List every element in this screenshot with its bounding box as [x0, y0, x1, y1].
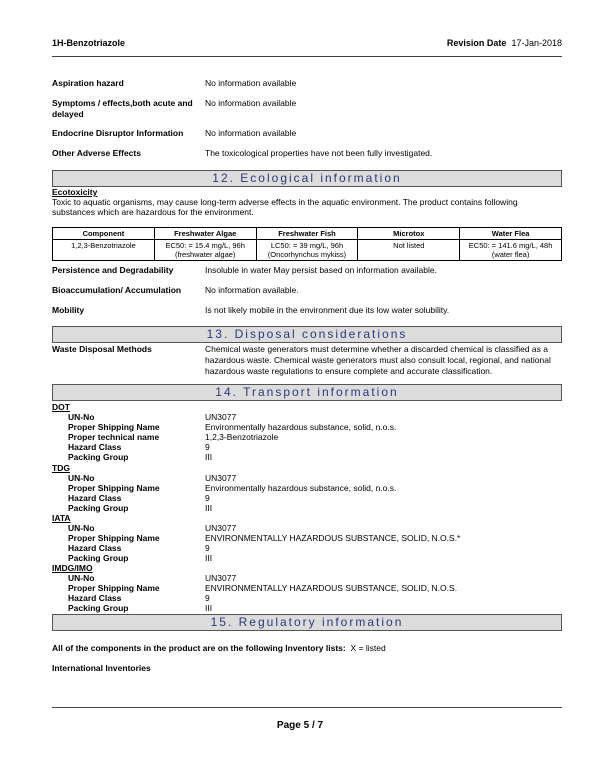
intl-inventories: International Inventories — [52, 663, 151, 673]
col-algae: Freshwater Algae — [154, 228, 256, 240]
persistence-row: Persistence and Degradability Insoluble in water May persist based on information available. — [52, 265, 437, 275]
imdg-heading: IMDG/IMO — [52, 563, 93, 573]
page-header — [52, 38, 562, 48]
header-divider — [52, 56, 562, 57]
bioaccumulation-row: Bioaccumulation/ Accumulation No information available. — [52, 285, 299, 295]
tdg-heading: TDG — [52, 463, 70, 473]
iata-heading: IATA — [52, 513, 71, 523]
col-fish: Freshwater Fish — [256, 228, 358, 240]
col-flea: Water Flea — [460, 228, 562, 240]
waste-disposal-row: Waste Disposal Methods Chemical waste generators must determine whether a discarded chemical is classified as a hazardous waste. Chemical waste generators must also consult local, regional, and national hazardous waste regulations to ensure complete and accurate classification. — [52, 344, 551, 376]
mobility-row: Mobility Is not likely mobile in the environment due its low water solubility. — [52, 305, 450, 315]
aspiration-row: Aspiration hazard No information available — [52, 78, 297, 88]
symptoms-row: Symptoms / effects,both acute and delayed No information available — [52, 98, 297, 119]
endocrine-row: Endocrine Disruptor Information No information available — [52, 128, 297, 138]
page-number: Page 5 / 7 — [276, 720, 324, 731]
inventory-line: All of the components in the product are on the following Inventory lists: X = listed — [52, 643, 386, 653]
section-14-title: 14. Transport information — [52, 384, 562, 401]
footer-divider — [52, 707, 562, 708]
section-15-title: 15. Regulatory information — [52, 614, 562, 631]
ecotox-table — [52, 227, 562, 261]
col-component: Component — [53, 228, 155, 240]
col-microtox: Microtox — [358, 228, 460, 240]
section-13-title: 13. Disposal considerations — [52, 326, 562, 343]
doc-title: 1H-Benzotriazole — [52, 38, 126, 48]
dot-heading: DOT — [52, 402, 70, 412]
section-12-title: 12. Ecological information — [52, 170, 562, 187]
other-effects-row: Other Adverse Effects The toxicological properties have not been fully investigated. — [52, 148, 433, 158]
ecotoxicity-text: Toxic to aquatic organisms, may cause long-term adverse effects in the aquatic environment. The product contains following substances which are hazardous for the environment. — [52, 197, 518, 217]
ecotoxicity-heading: Ecotoxicity — [52, 187, 98, 197]
revision: Revision Date 17-Jan-2018 — [446, 38, 562, 48]
table-row: 1,2,3-Benzotriazole EC50: = 15.4 mg/L, 96h (freshwater algae) LC50: = 39 mg/L, 96h (Oncorhynchus mykiss) Not listed EC50: = 141.6 mg/L, 48h (water flea) — [53, 240, 562, 261]
